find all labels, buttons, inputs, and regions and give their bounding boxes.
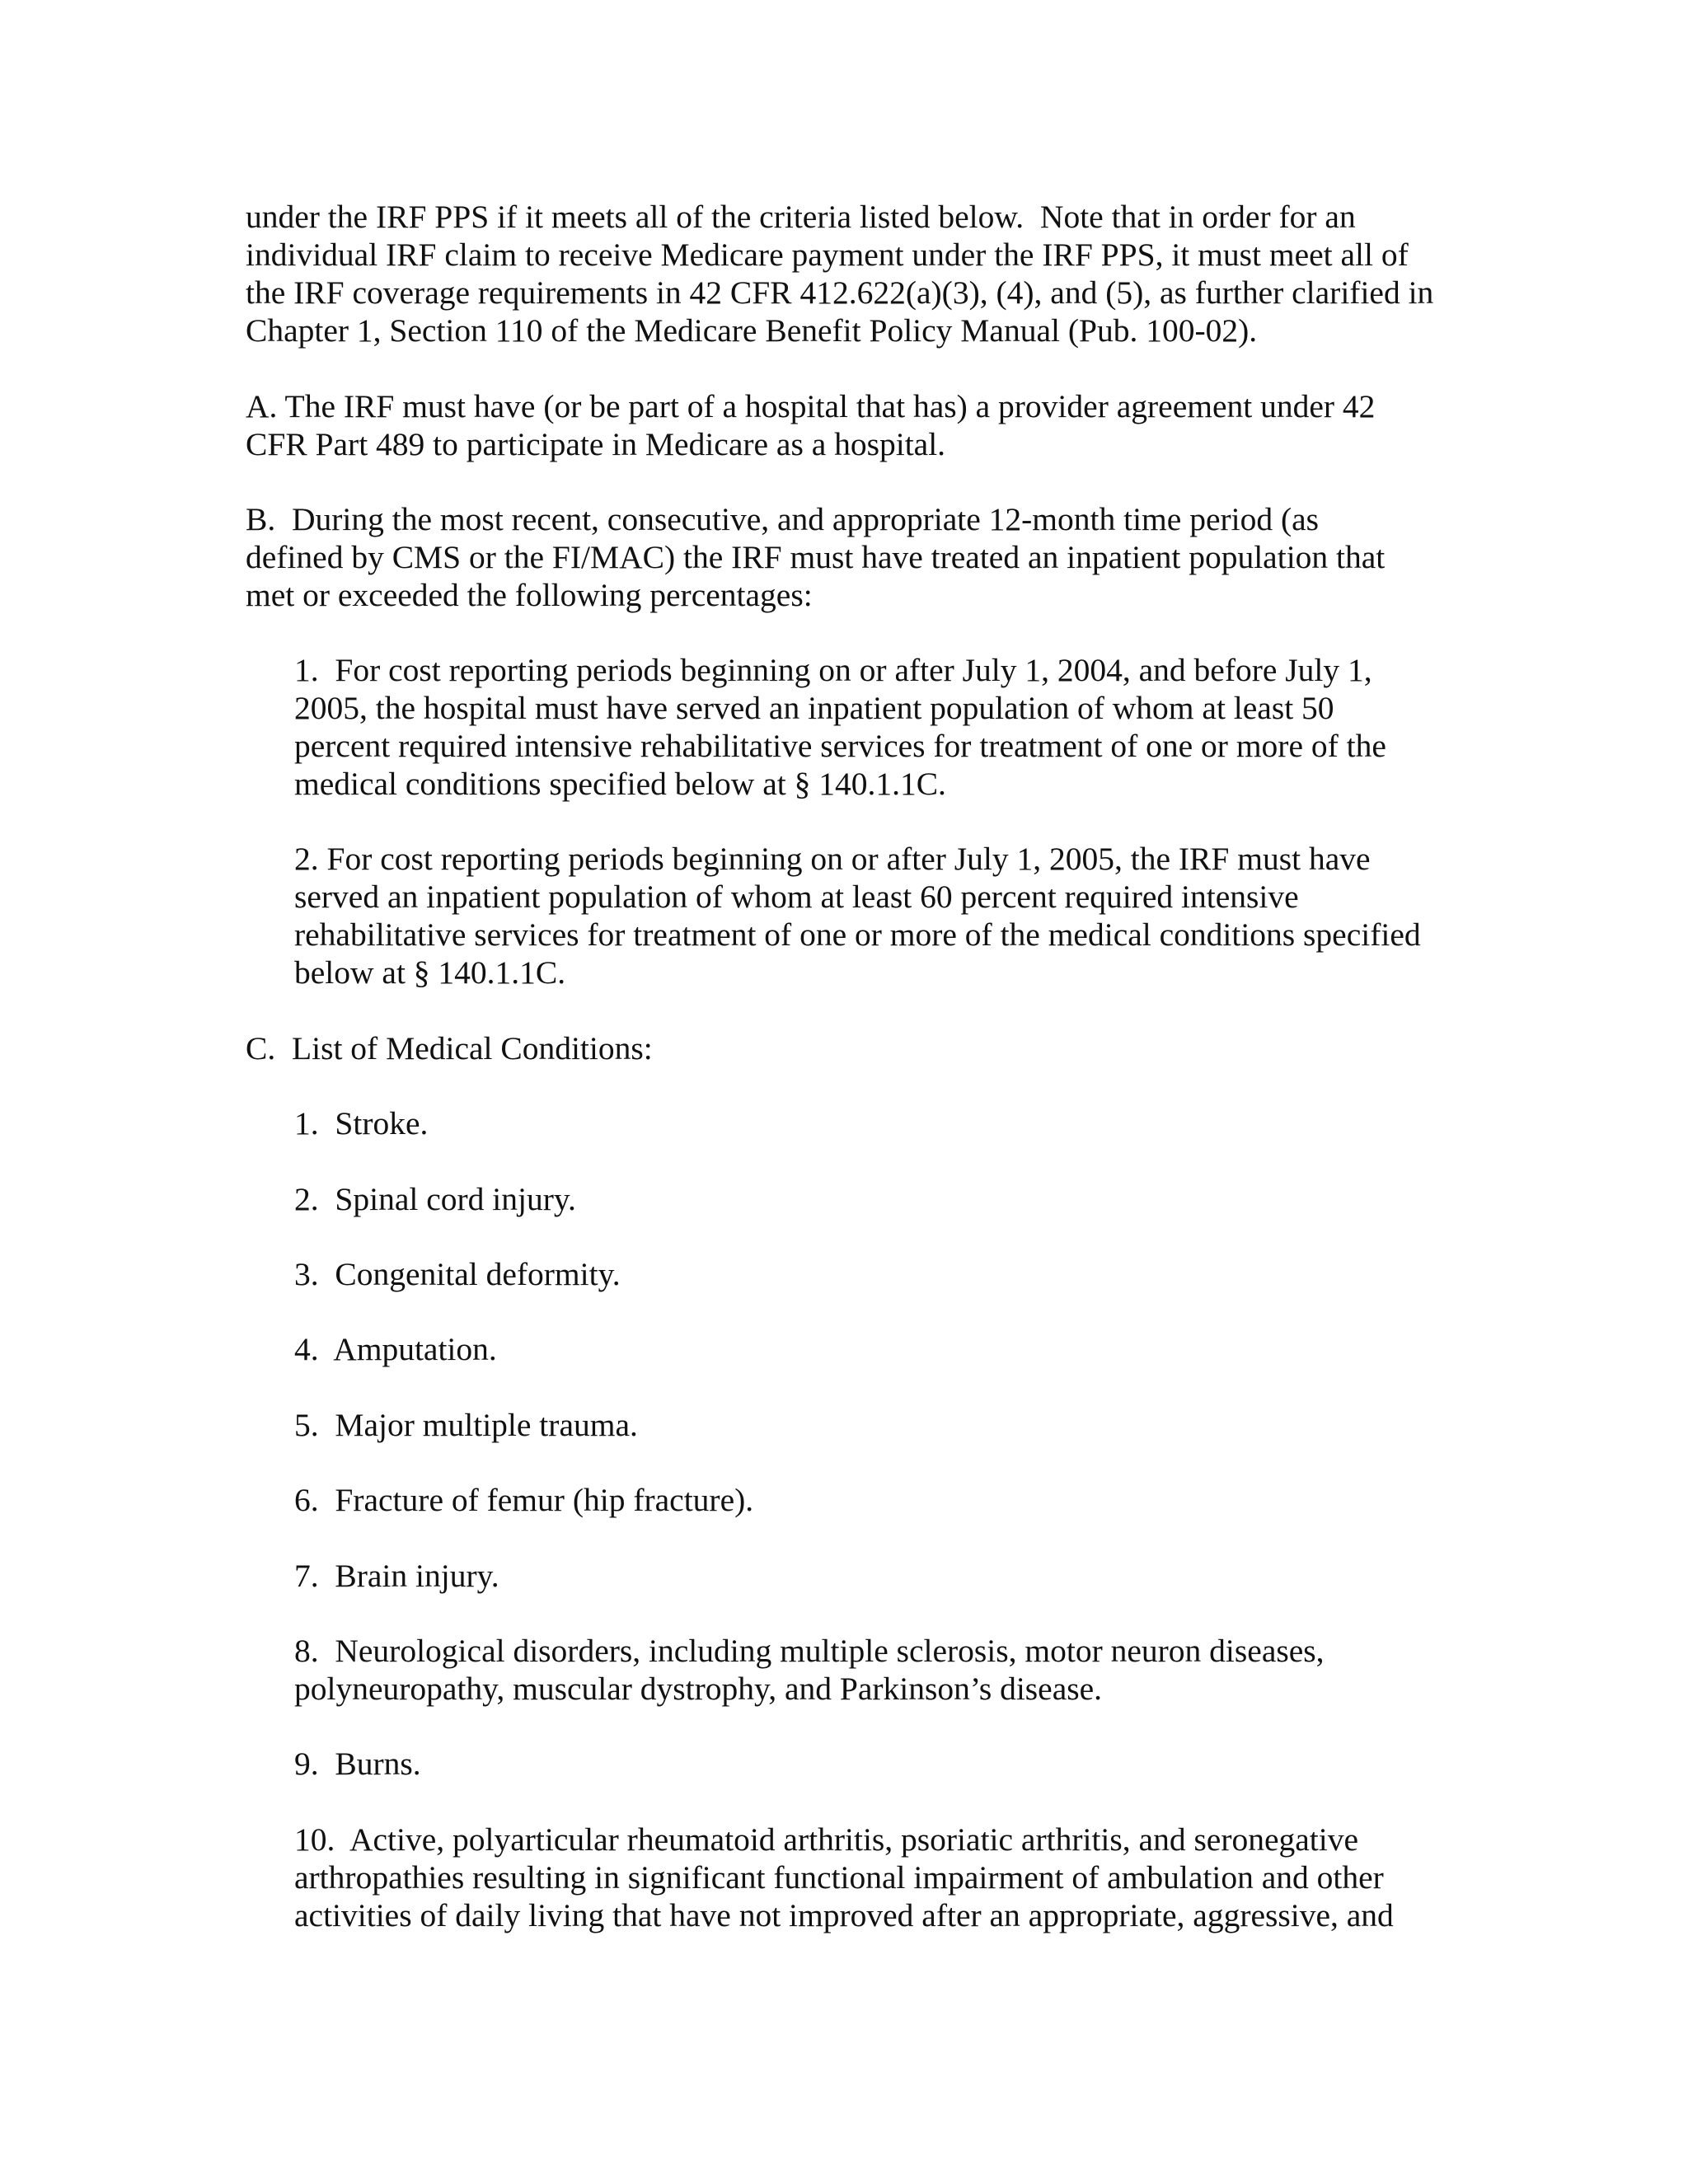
section-b-item-1-line: percent required intensive rehabilitative services for treatment of one or more of the [294, 728, 1386, 764]
condition-item: 4. Amputation. [294, 1331, 497, 1367]
section-b-item-1-line: 1. For cost reporting periods beginning on or after July 1, 2004, and before July 1, [294, 652, 1372, 688]
section-b-item-2-line: 2. For cost reporting periods beginning on or after July 1, 2005, the IRF must have [294, 841, 1371, 877]
condition-item: 2. Spinal cord injury. [294, 1181, 576, 1217]
intro-line: under the IRF PPS if it meets all of the criteria listed below. Note that in order for an [246, 199, 1356, 235]
intro-line: individual IRF claim to receive Medicare payment under the IRF PPS, it must meet all of [246, 237, 1409, 273]
condition-item: 9. Burns. [294, 1746, 421, 1782]
condition-item: 5. Major multiple trauma. [294, 1407, 638, 1443]
section-c-heading: C. List of Medical Conditions: [246, 1030, 653, 1066]
section-b-item-2-line: below at § 140.1.1C. [294, 954, 566, 991]
intro-line: the IRF coverage requirements in 42 CFR 412.622(a)(3), (4), and (5), as further clarified in [246, 274, 1434, 311]
condition-item: 6. Fracture of femur (hip fracture). [294, 1482, 754, 1518]
intro-line: Chapter 1, Section 110 of the Medicare Benefit Policy Manual (Pub. 100-02). [246, 312, 1258, 349]
section-b-item-1-line: 2005, the hospital must have served an inpatient population of whom at least 50 [294, 690, 1334, 726]
section-b-line: defined by CMS or the FI/MAC) the IRF must have treated an inpatient population that [246, 539, 1386, 575]
condition-item: polyneuropathy, muscular dystrophy, and Parkinson’s disease. [294, 1671, 1103, 1707]
section-b-item-1-line: medical conditions specified below at § 140.1.1C. [294, 766, 946, 802]
condition-item: 7. Brain injury. [294, 1558, 499, 1594]
condition-item: 8. Neurological disorders, including multiple sclerosis, motor neuron diseases, [294, 1633, 1325, 1669]
section-a-line: A. The IRF must have (or be part of a hospital that has) a provider agreement under 42 [246, 388, 1376, 424]
condition-item: 10. Active, polyarticular rheumatoid arthritis, psoriatic arthritis, and seronegative [294, 1821, 1359, 1858]
section-b-line: B. During the most recent, consecutive, and appropriate 12-month time period (as [246, 501, 1320, 537]
section-a-line: CFR Part 489 to participate in Medicare as a hospital. [246, 426, 946, 462]
condition-item: 3. Congenital deformity. [294, 1256, 621, 1292]
condition-item: activities of daily living that have not improved after an appropriate, aggressive, and [294, 1897, 1394, 1933]
condition-item: 1. Stroke. [294, 1105, 429, 1141]
section-b-line: met or exceeded the following percentages: [246, 577, 813, 613]
section-b-item-2-line: rehabilitative services for treatment of one or more of the medical conditions specified [294, 916, 1421, 953]
condition-item: arthropathies resulting in significant functional impairment of ambulation and other [294, 1859, 1384, 1896]
section-b-item-2-line: served an inpatient population of whom at least 60 percent required intensive [294, 879, 1299, 915]
